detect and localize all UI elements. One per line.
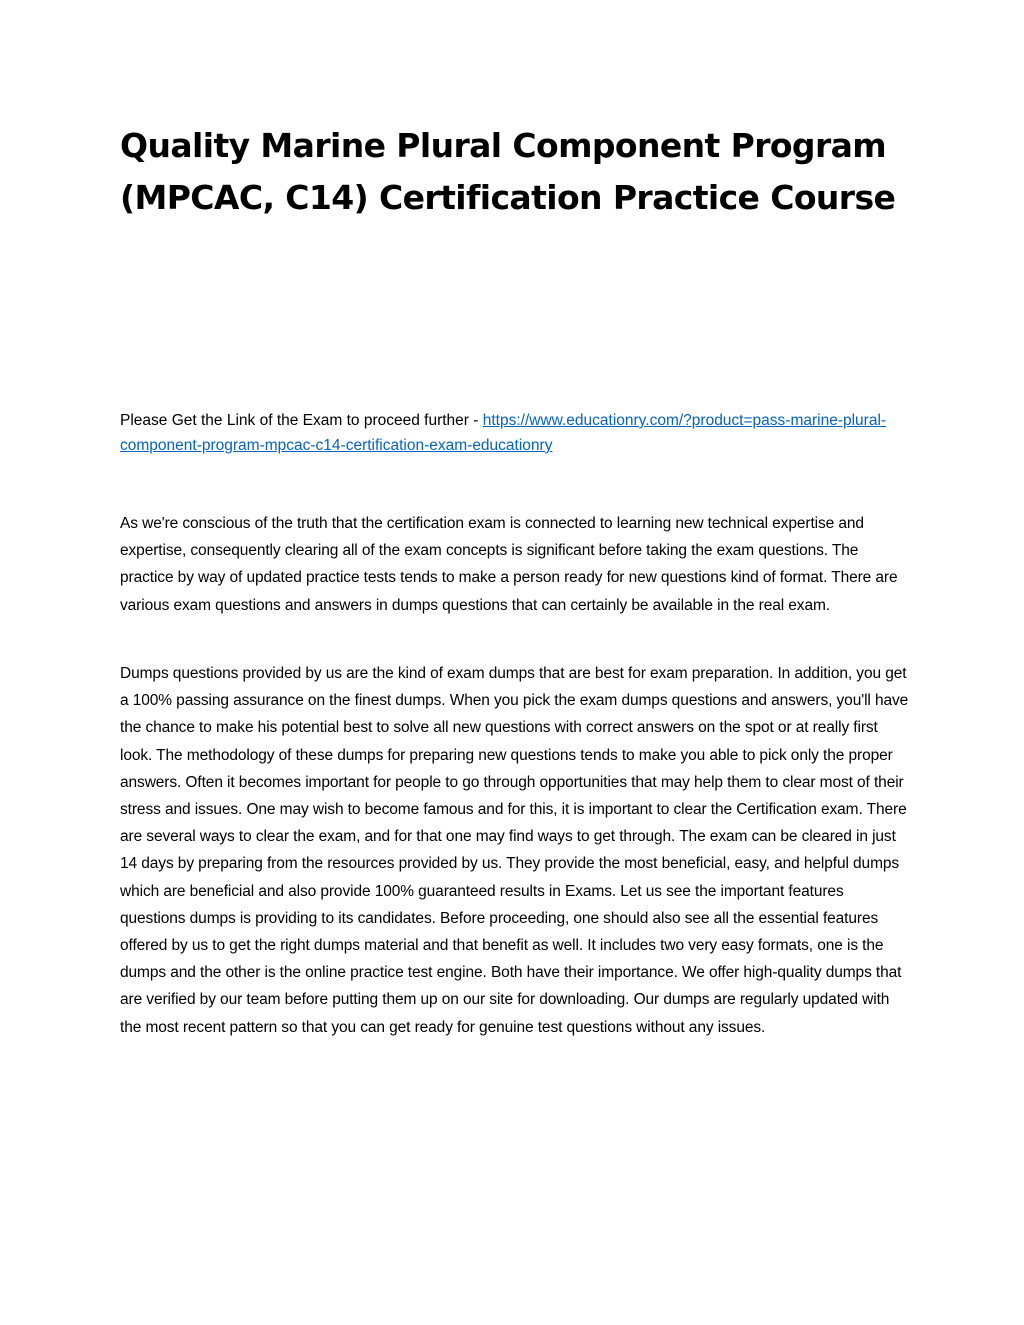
body-paragraph-2: Dumps questions provided by us are the kind of exam dumps that are best for exam preparation. In addition, you get a 100% passing assurance on the finest dumps. When you pick the exam dumps questions and answers, you'll have the chance to make his potential best to solve all new questions with correct answers on the spot or at really first look. The methodology of these dumps for preparing new questions tends to make you able to pick only the proper answers. Often it becomes important for people to go through opportunities that may help them to clear most of their stress and issues. One may wish to become famous and for this, it is important to clear the Certification exam. There are several ways to clear the exam, and for that one may find ways to get through. The exam can be cleared in just 14 days by preparing from the resources provided by us. They provide the most beneficial, easy, and helpful dumps which are beneficial and also provide 100% guaranteed results in Exams. Let us see the important features questions dumps is providing to its candidates. Before proceeding, one should also see all the essential features offered by us to get the right dumps material and that benefit as well. It includes two very easy formats, one is the dumps and the other is the online practice test engine. Both have their importance. We offer high-quality dumps that are verified by our team before putting them up on our site for downloading. Our dumps are regularly updated with the most recent pattern so that you can get ready for genuine test questions without any issues. [120,665,909,1036]
exam-link[interactable]: https://www.educationry.com/?product=pass-marine-plural-component-program-mpcac-c14-certification-exam-educationry [120,412,887,454]
document-title: Quality Marine Plural Component Program (MPCAC, C14) Certification Practice Course [120,126,896,217]
body-paragraph-1: As we're conscious of the truth that the certification exam is connected to learning new technical expertise and expertise, consequently clearing all of the exam concepts is significant before taking the exam questions. The practice by way of updated practice tests tends to make a person ready for new questions kind of format. There are various exam questions and answers in dumps questions that can certainly be available in the real exam. [120,515,898,614]
link-intro-text: Please Get the Link of the Exam to proceed further - [120,412,483,429]
exam-link-paragraph [120,408,910,458]
